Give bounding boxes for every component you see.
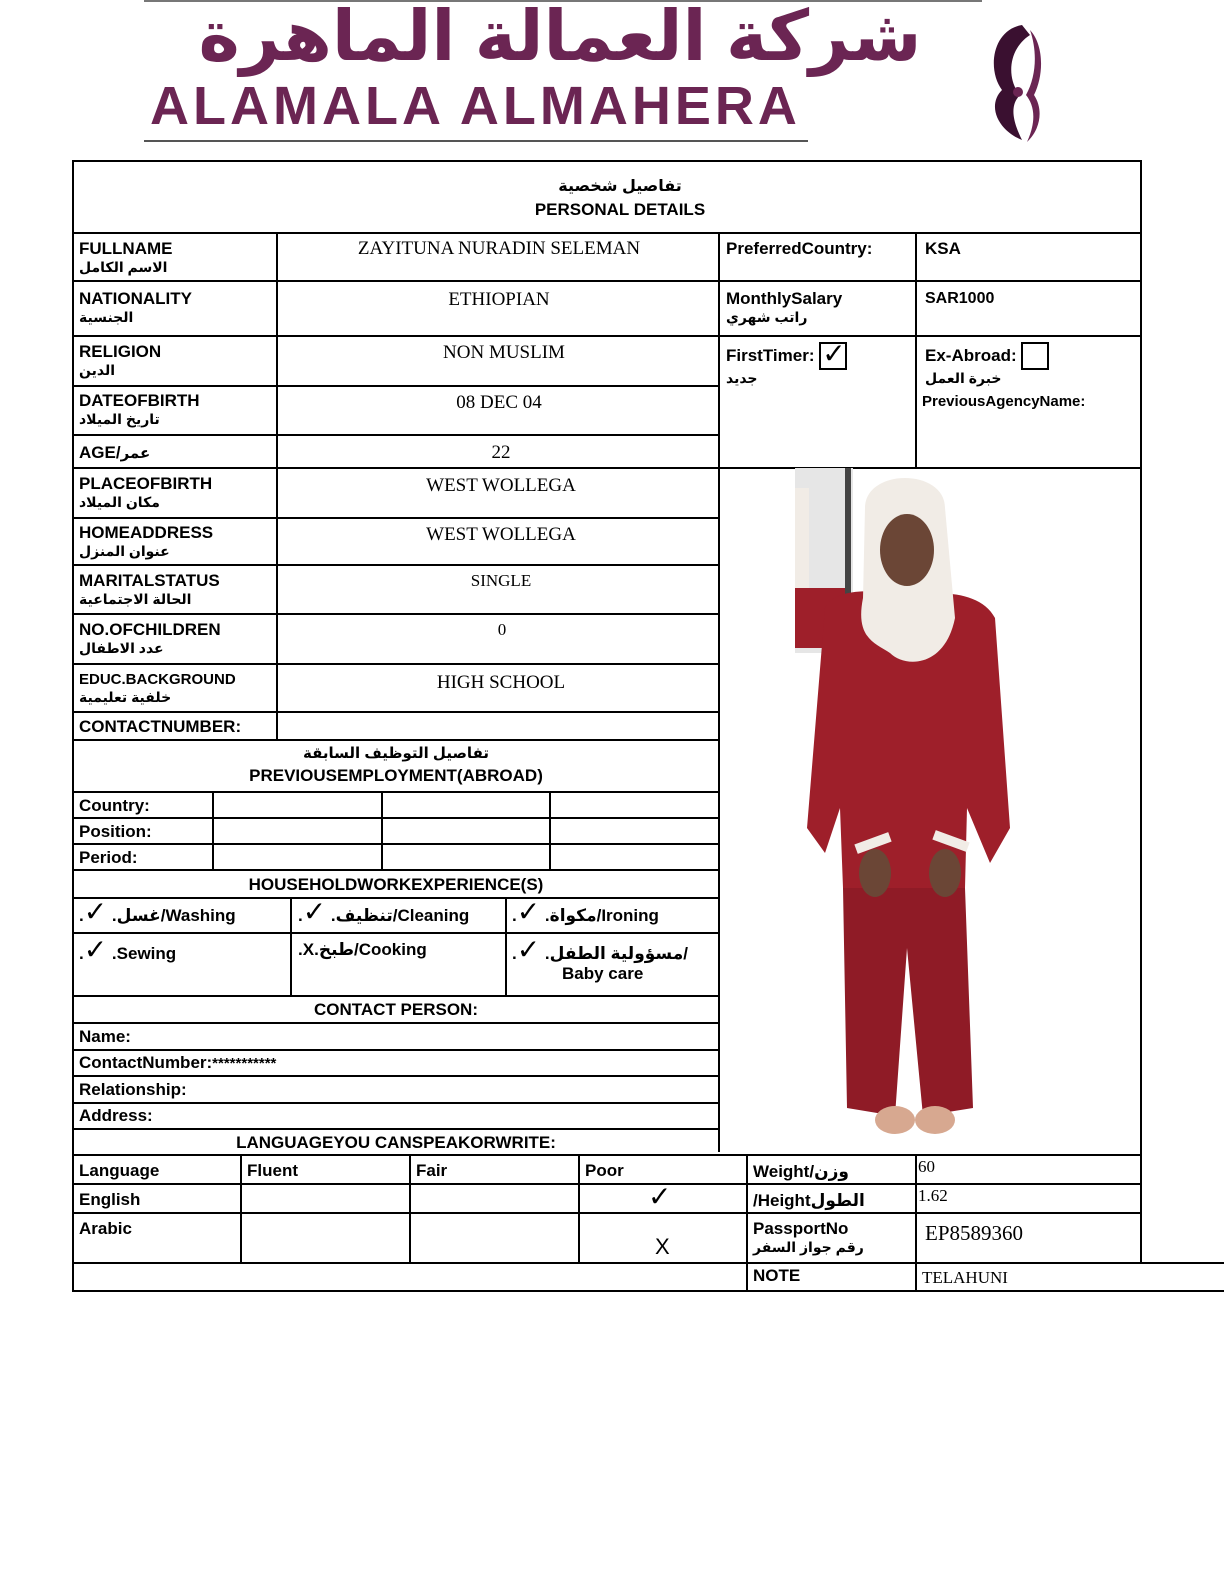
label-previous-agency: PreviousAgencyName: xyxy=(922,393,1086,410)
employment-position-label: Position: xyxy=(79,822,152,841)
language-header-poor: Poor xyxy=(585,1161,624,1180)
skill-washing: .✓ .غسل/Washing xyxy=(79,896,236,927)
note-label: NOTE xyxy=(753,1266,801,1285)
logo-arabic-text: شركة العمالة الماهرة xyxy=(198,0,922,75)
logo-woman-silhouette-icon xyxy=(982,20,1052,145)
check-mark-washing: ✓ xyxy=(83,896,108,927)
first-timer-field xyxy=(726,338,847,386)
label-nationality: NATIONALITY الجنسية xyxy=(79,289,193,325)
logo-latin-text: ALAMALA ALMAHERA xyxy=(150,76,801,136)
logo-bottom-rule xyxy=(144,140,808,142)
value-marital-status: SINGLE xyxy=(470,571,532,590)
contact-relationship-label: Relationship: xyxy=(79,1080,187,1099)
weight-label: Weight/وزن xyxy=(753,1162,849,1181)
value-nationality: ETHIOPIAN xyxy=(448,289,550,310)
x-mark-cooking: X xyxy=(302,940,315,959)
employment-title xyxy=(72,744,720,788)
personal-details-title xyxy=(72,176,1168,222)
value-preferred-country: KSA xyxy=(925,239,961,258)
passport-label: PassportNo رقم جواز السفر xyxy=(753,1219,864,1255)
first-timer-ar: جديد xyxy=(726,370,758,386)
height-label: /Heightالطول xyxy=(753,1191,865,1210)
value-monthly-salary: SAR1000 xyxy=(925,290,995,307)
english-poor-check-mark: ✓ xyxy=(648,1181,672,1212)
skill-sewing: .✓ .Sewing xyxy=(79,934,177,965)
photo-face xyxy=(880,514,934,586)
ex-abroad-checkbox[interactable] xyxy=(1021,342,1049,370)
contact-name-label: Name: xyxy=(79,1027,131,1046)
height-value: 1.62 xyxy=(918,1186,948,1205)
first-timer-label: FirstTimer: xyxy=(726,346,815,365)
contact-number-value: *********** xyxy=(212,1055,277,1072)
language-arabic: Arabic xyxy=(79,1219,132,1238)
skill-baby-care: .✓ .مسؤولية الطفل/ Baby care xyxy=(512,934,688,983)
value-home-address: WEST WOLLEGA xyxy=(426,524,576,545)
photo-uniform-pants xyxy=(843,888,973,1116)
arabic-poor-x-mark: X xyxy=(655,1234,670,1259)
label-date-of-birth: DATEOFBIRTH تاريخ الميلاد xyxy=(79,391,200,427)
language-header-fair: Fair xyxy=(416,1161,448,1180)
label-contact-number: CONTACTNUMBER: xyxy=(79,717,242,736)
language-header-language: Language xyxy=(79,1161,160,1180)
value-religion: NON MUSLIM xyxy=(443,342,565,363)
label-monthly-salary: MonthlySalary راتب شهري xyxy=(726,289,843,325)
check-mark-baby-care: ✓ xyxy=(516,934,541,965)
check-mark-sewing: ✓ xyxy=(83,934,108,965)
label-home-address: HOMEADDRESS عنوان المنزل xyxy=(79,523,214,559)
employment-country-label: Country: xyxy=(79,796,150,815)
personal-details-title-ar: تفاصيل شخصية xyxy=(558,178,682,195)
value-fullname: ZAYITUNA NURADIN SELEMAN xyxy=(357,238,641,259)
first-timer-check-mark: ✓ xyxy=(822,338,846,369)
employment-period-label: Period: xyxy=(79,848,138,867)
skill-ironing: .✓ .مكواة/Ironing xyxy=(512,896,659,927)
contact-person-title: CONTACT PERSON: xyxy=(313,1000,478,1019)
label-place-of-birth: PLACEOFBIRTH مكان الميلاد xyxy=(79,474,213,510)
language-header-fluent: Fluent xyxy=(247,1161,298,1180)
label-age: AGE/عمر xyxy=(79,443,151,462)
note-value: TELAHUNI xyxy=(922,1268,1008,1287)
label-preferred-country: PreferredCountry: xyxy=(726,239,873,258)
employment-title-en: PREVIOUSEMPLOYMENT(ABROAD) xyxy=(249,766,543,785)
value-place-of-birth: WEST WOLLEGA xyxy=(426,475,576,496)
logo-header xyxy=(140,0,1060,150)
label-marital-status: MARITALSTATUS الحالة الاجتماعية xyxy=(79,571,220,607)
label-religion: RELIGION الدين xyxy=(79,342,162,378)
label-education: EDUC.BACKGROUND خلفية تعليمية xyxy=(79,671,236,705)
languages-title: LANGUAGEYOU CANSPEAKORWRITE: xyxy=(236,1133,556,1152)
passport-value: EP8589360 xyxy=(925,1221,1024,1245)
skill-cooking: .X.طبخ/Cooking xyxy=(298,940,427,959)
applicant-photo xyxy=(795,468,1020,1140)
label-fullname: FULLNAME الاسم الكامل xyxy=(79,239,173,275)
value-education: HIGH SCHOOL xyxy=(436,672,566,693)
label-children: NO.OFCHILDREN عدد الاطفال xyxy=(79,620,221,656)
value-children: 0 xyxy=(497,620,507,639)
first-timer-checkbox[interactable] xyxy=(819,338,847,370)
check-mark-ironing: ✓ xyxy=(516,896,541,927)
skill-cleaning: .✓ .تنظيف/Cleaning xyxy=(298,896,470,927)
value-age: 22 xyxy=(491,442,511,463)
employment-title-ar: تفاصيل التوظيف السابقة xyxy=(302,745,489,762)
ex-abroad-label: Ex-Abroad: xyxy=(925,346,1017,365)
check-mark-cleaning: ✓ xyxy=(302,896,327,927)
language-english: English xyxy=(79,1190,141,1209)
ex-abroad-ar: خبرة العمل xyxy=(925,370,1002,386)
household-title: HOUSEHOLDWORKEXPERIENCE(S) xyxy=(248,875,544,894)
contact-number-field: ContactNumber:*********** xyxy=(79,1053,277,1072)
weight-value: 60 xyxy=(918,1157,935,1176)
ex-abroad-field xyxy=(925,342,1049,386)
value-date-of-birth: 08 DEC 04 xyxy=(456,392,542,413)
contact-address-label: Address: xyxy=(79,1106,153,1125)
personal-details-title-en: PERSONAL DETAILS xyxy=(534,200,706,219)
